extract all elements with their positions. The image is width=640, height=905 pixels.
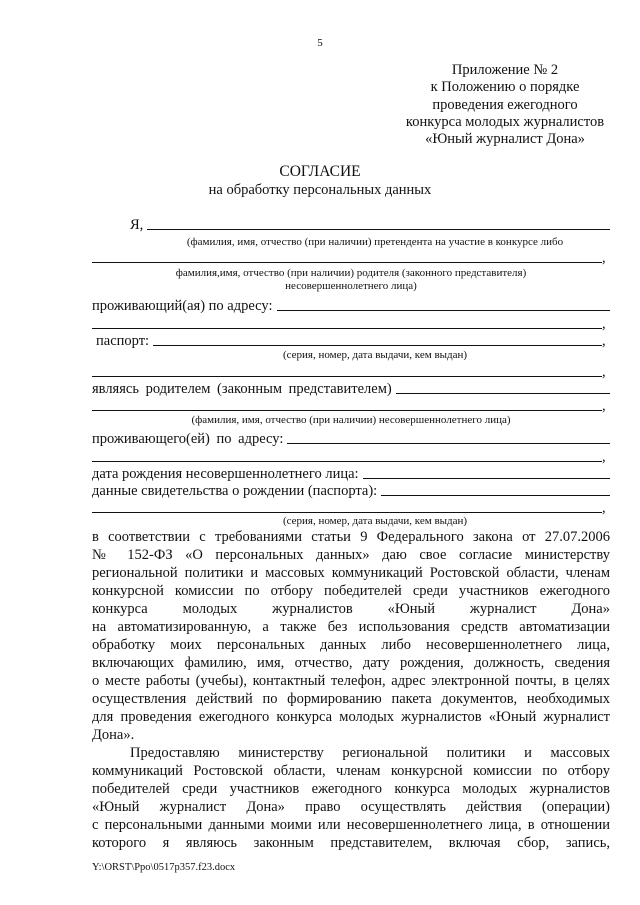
body-line: с персональными данными моими или несовершеннолетнего лица, в отношении	[92, 817, 610, 833]
hint-parent-1: фамилия,имя, отчество (при наличии) родителя (законного представителя)	[175, 267, 527, 279]
minor-address-row-2	[92, 449, 610, 465]
minor-name-field[interactable]	[396, 393, 610, 394]
passport-row	[96, 333, 610, 349]
address-row-2	[92, 316, 610, 332]
minor-birth-field[interactable]	[363, 478, 610, 479]
address-label: проживающий(ая) по адресу:	[92, 298, 273, 314]
parent-of-row	[92, 381, 610, 397]
minor-birth-row	[92, 466, 610, 482]
minor-address-row	[92, 431, 610, 447]
address-field[interactable]	[277, 310, 611, 311]
body-line: конкурсной комиссии по отбору победителей среди участников ежегодного	[92, 583, 610, 599]
comma: ,	[602, 398, 606, 414]
body-line: региональной политики и массовых коммуникаций Ростовской области, членам	[92, 565, 610, 581]
birth-cert-row-2	[92, 500, 610, 516]
applicant-name-row	[130, 217, 610, 233]
document-title: СОГЛАСИЕ	[279, 163, 361, 180]
birth-cert-row	[92, 483, 610, 499]
minor-address-field-2[interactable]	[92, 461, 602, 462]
body-line: которого я являюсь законным представителем, включая сбор, запись,	[92, 835, 610, 851]
minor-birth-label: дата рождения несовершеннолетнего лица:	[92, 466, 359, 482]
body-line: «Юный журналист Дона» право осуществлять действия (операции)	[92, 799, 610, 815]
comma: ,	[602, 364, 606, 380]
page-number: 5	[317, 37, 323, 49]
hint-passport: (серия, номер, дата выдачи, кем выдан)	[282, 349, 468, 361]
i-label: Я,	[130, 217, 144, 233]
body-line: о месте работы (учебы), контактный телефон, адрес электронной почты, в целях	[92, 673, 610, 689]
birth-cert-field-2[interactable]	[92, 512, 602, 513]
hint-cert: (серия, номер, дата выдачи, кем выдан)	[282, 515, 468, 527]
address-row	[92, 298, 610, 314]
hint-minor: (фамилия, имя, отчество (при наличии) несовершеннолетнего лица)	[191, 414, 511, 426]
body-line: обработку моих персональных данных либо несовершеннолетнего лица,	[92, 637, 610, 653]
annex-line: Приложение № 2	[451, 62, 559, 78]
minor-name-field-2[interactable]	[92, 410, 602, 411]
birth-cert-label: данные свидетельства о рождении (паспорта):	[92, 483, 378, 499]
passport-row-2	[92, 364, 610, 380]
body-line: на автоматизированную, а также без использования средств автоматизации	[92, 619, 610, 635]
body-line: победителей среди участников ежегодного конкурса молодых журналистов	[92, 781, 610, 797]
body-line: осуществления действий по формированию пакета документов, необходимых	[92, 691, 610, 707]
document-subtitle: на обработку персональных данных	[208, 182, 432, 198]
annex-line: проведения ежегодного	[432, 96, 578, 113]
passport-field[interactable]	[153, 345, 602, 346]
parent-name-row	[92, 250, 610, 266]
passport-label: паспорт:	[96, 333, 150, 349]
comma: ,	[602, 500, 606, 516]
body-line: коммуникаций Ростовской области, членам конкурсной комиссии по отбору	[92, 763, 610, 779]
annex-line: к Положению о порядке	[430, 79, 580, 96]
body-line: включающих фамилию, имя, отчество, дату рождения, должность, сведения	[92, 655, 610, 671]
body-line: Предоставляю министерству региональной политики и массовых	[130, 745, 610, 761]
body-line: для проведения ежегодного конкурса молодых журналистов «Юный журналист	[92, 709, 610, 725]
parent-label: являясь родителем (законным представителем)	[92, 381, 392, 397]
address-field-2[interactable]	[92, 328, 602, 329]
annex-line: конкурса молодых журналистов	[405, 113, 605, 130]
comma: ,	[602, 250, 606, 266]
comma: ,	[602, 333, 606, 349]
body-line: Дона».	[92, 727, 135, 743]
minor-address-field[interactable]	[287, 443, 610, 444]
parent-name-field[interactable]	[92, 262, 602, 263]
passport-field-2[interactable]	[92, 376, 602, 377]
comma: ,	[602, 449, 606, 465]
comma: ,	[602, 316, 606, 332]
body-line: № 152-ФЗ «О персональных данных» даю свое согласие министерству	[92, 547, 610, 563]
file-path-footer: Y:\ORST\Ppo\0517p357.f23.docx	[92, 862, 236, 873]
applicant-name-field[interactable]	[147, 229, 610, 230]
minor-address-label: проживающего(ей) по адресу:	[92, 431, 284, 447]
body-line: в соответствии с требованиями статьи 9 Федерального закона от 27.07.2006	[92, 529, 610, 545]
hint-applicant: (фамилия, имя, отчество (при наличии) претендента на участие в конкурсе либо	[186, 236, 564, 248]
body-line: конкурса молодых журналистов «Юный журналист Дона»	[92, 601, 610, 617]
birth-cert-field[interactable]	[381, 495, 610, 496]
hint-parent-2: несовершеннолетнего лица)	[285, 280, 417, 292]
annex-header	[380, 62, 630, 148]
annex-line: «Юный журналист Дона»	[425, 131, 585, 148]
minor-name-row-2	[92, 398, 610, 414]
